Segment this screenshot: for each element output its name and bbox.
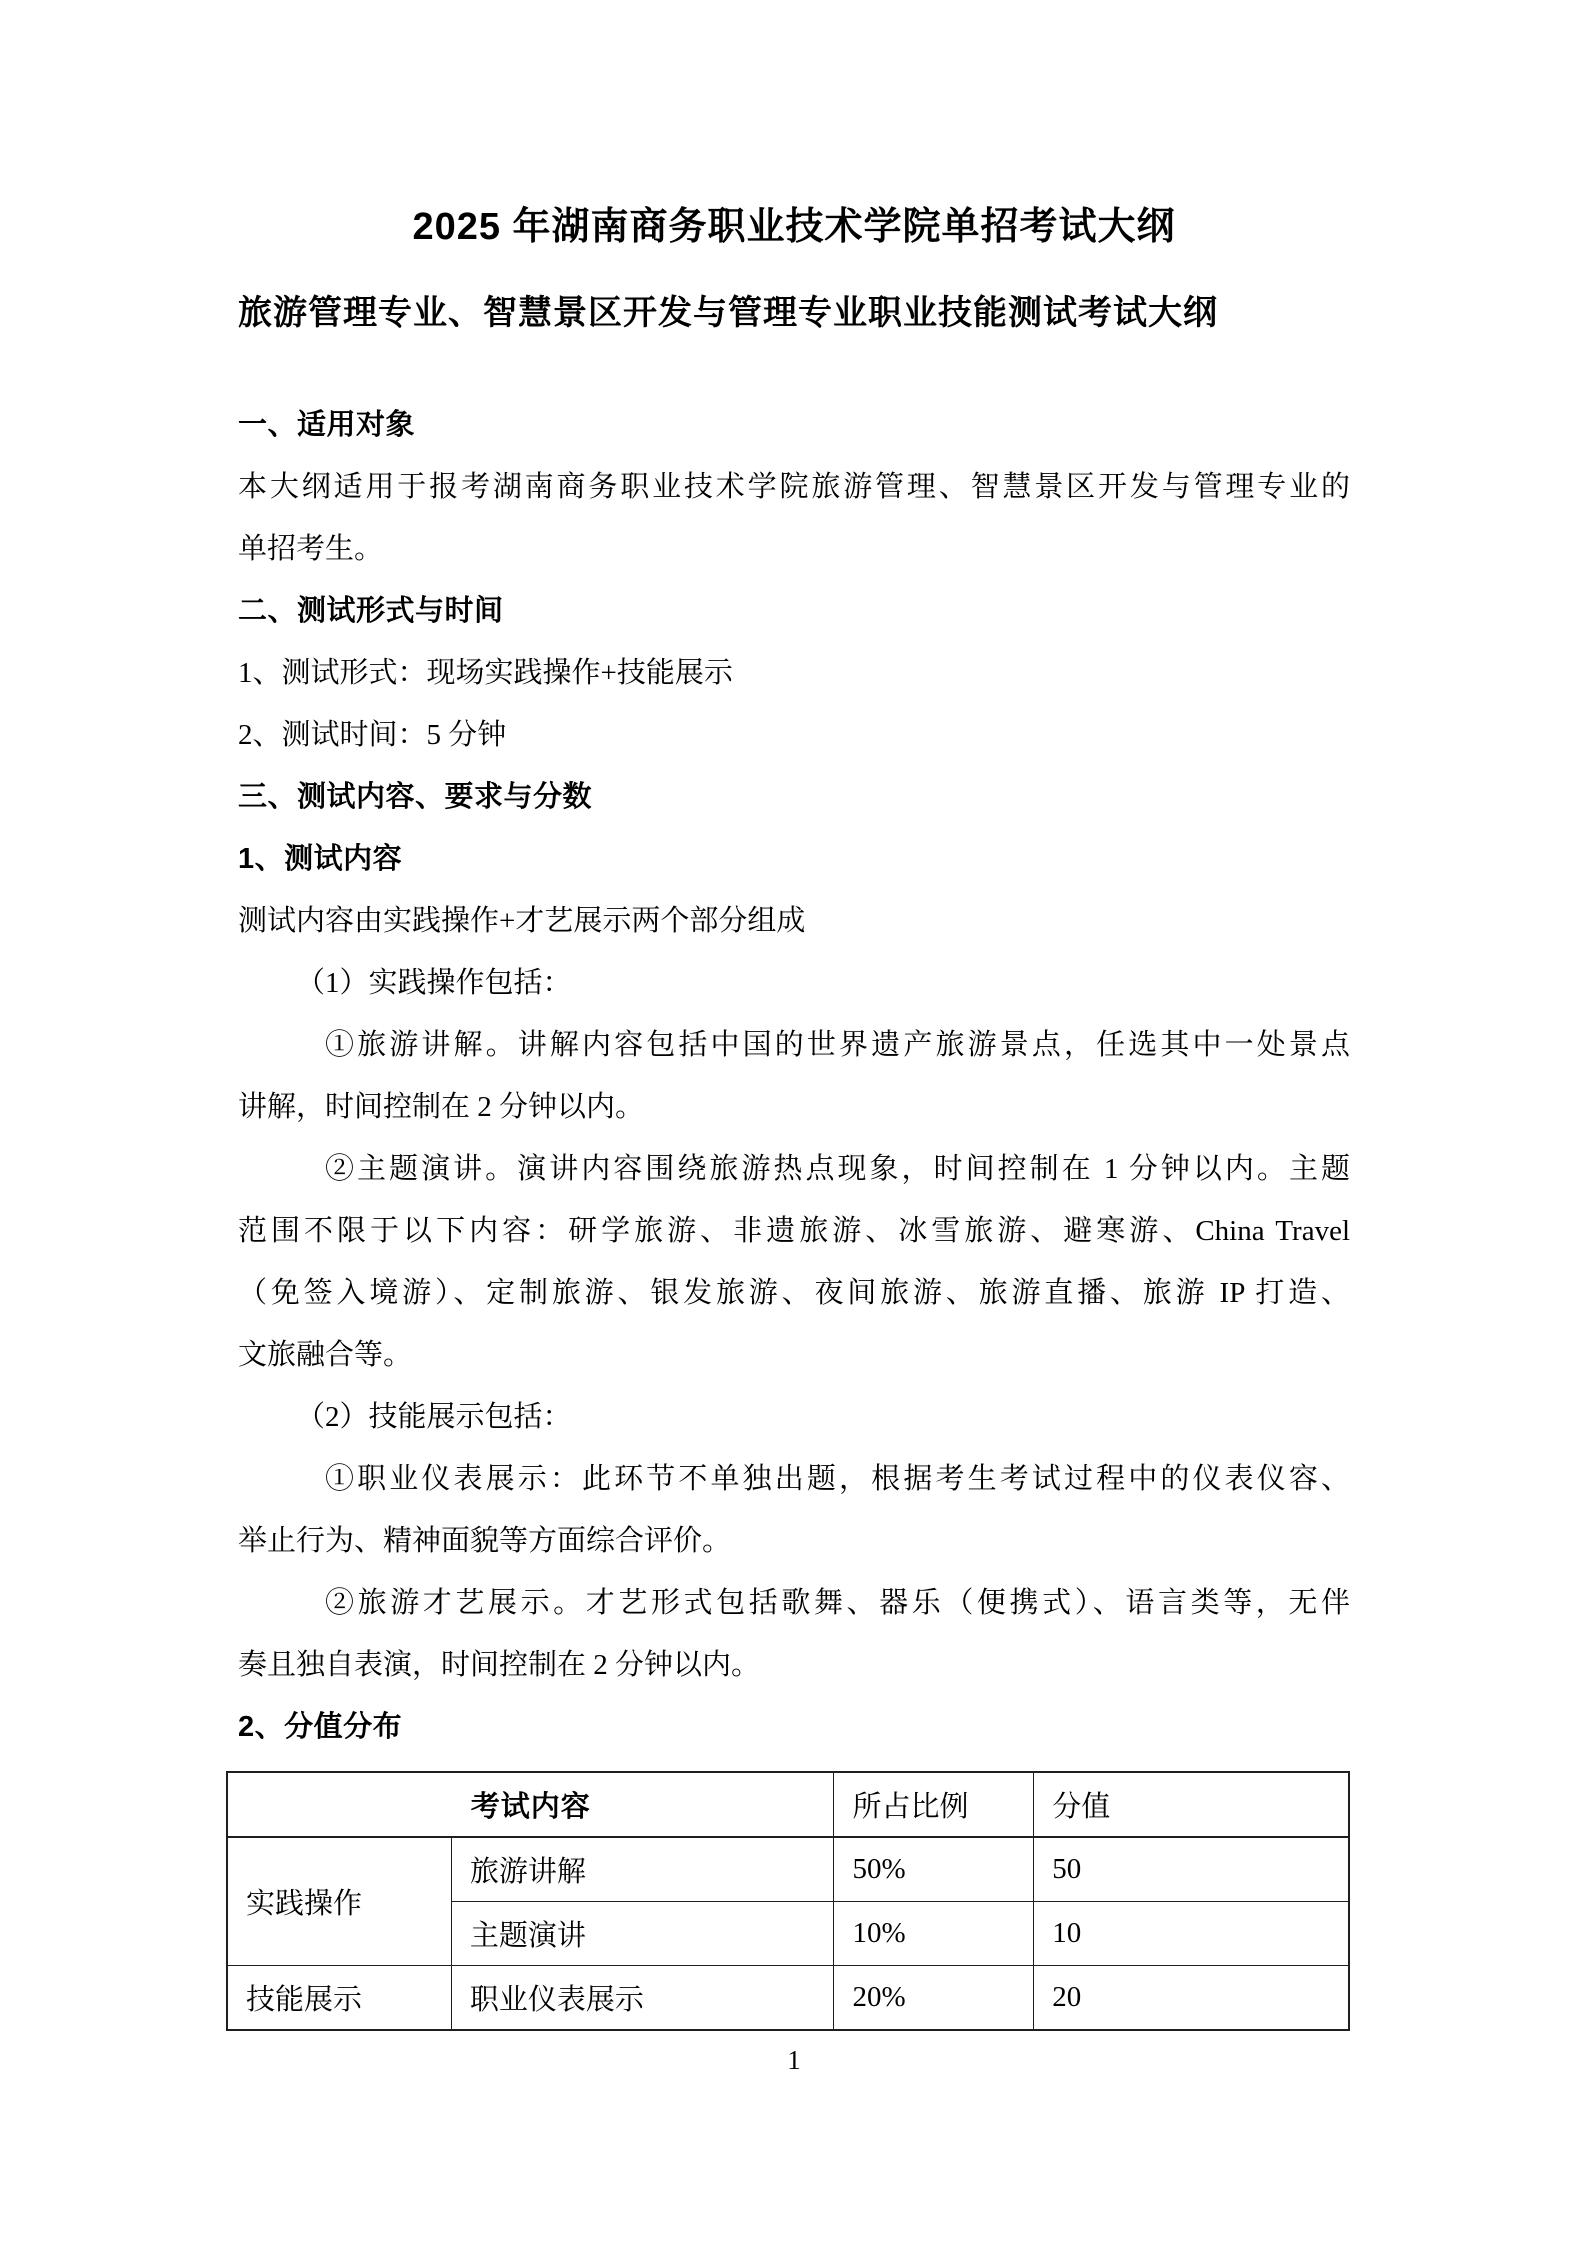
- table-cell-score: 50: [1034, 1837, 1349, 1902]
- document-body: [238, 394, 1350, 1758]
- paragraph-line: 讲解，时间控制在 2 分钟以内。: [238, 1091, 645, 1123]
- section-heading: 一、适用对象: [238, 409, 416, 441]
- table-cell-score: 20: [1034, 1966, 1349, 2031]
- page-number: 1: [787, 2045, 801, 2075]
- section-heading: 1、测试内容: [238, 843, 403, 875]
- table-cell-ratio: 10%: [834, 1902, 1034, 1966]
- paragraph-line: ②旅游才艺展示。才艺形式包括歌舞、器乐（便携式）、语言类等，无伴: [325, 1587, 1350, 1619]
- paragraph-line: 文旅融合等。: [238, 1339, 413, 1371]
- paragraph-line: 2、测试时间：5 分钟: [238, 719, 507, 751]
- table-cell-item: 职业仪表展示: [451, 1966, 834, 2031]
- paragraph-line: ①旅游讲解。讲解内容包括中国的世界遗产旅游景点，任选其中一处景点: [325, 1029, 1350, 1061]
- table-header-exam-content: 考试内容: [227, 1772, 834, 1837]
- table-cell-ratio: 50%: [834, 1837, 1034, 1902]
- section-heading: 二、测试形式与时间: [238, 595, 504, 627]
- table-header-ratio: 所占比例: [834, 1772, 1034, 1837]
- document-title: 2025 年湖南商务职业技术学院单招考试大纲: [412, 206, 1176, 248]
- paragraph-line: 单招考生。: [238, 533, 384, 565]
- section-heading: 2、分值分布: [238, 1711, 403, 1743]
- table-cell-ratio: 20%: [834, 1966, 1034, 2031]
- table-cell-item: 主题演讲: [451, 1902, 834, 1966]
- table-header-score: 分值: [1034, 1772, 1349, 1837]
- paragraph-line: 本大纲适用于报考湖南商务职业技术学院旅游管理、智慧景区开发与管理专业的: [238, 471, 1350, 503]
- table-cell-category: 技能展示: [227, 1966, 451, 2031]
- table-header-row: [227, 1772, 1349, 1837]
- paragraph-line: 测试内容由实践操作+才艺展示两个部分组成: [238, 905, 806, 937]
- paragraph-line: （免签入境游）、定制旅游、银发旅游、夜间旅游、旅游直播、旅游 IP 打造、: [238, 1277, 1350, 1309]
- paragraph-line: 1、测试形式：现场实践操作+技能展示: [238, 657, 733, 689]
- paragraph-line: 范围不限于以下内容：研学旅游、非遗旅游、冰雪旅游、避寒游、China Travel: [238, 1215, 1350, 1247]
- document-subtitle: 旅游管理专业、智慧景区开发与管理专业职业技能测试考试大纲: [238, 294, 1218, 332]
- table-cell-category: 实践操作: [227, 1837, 451, 1966]
- paragraph-line: ①职业仪表展示：此环节不单独出题，根据考生考试过程中的仪表仪容、: [325, 1463, 1350, 1495]
- paragraph-line: 举止行为、精神面貌等方面综合评价。: [238, 1525, 732, 1557]
- table-cell-score: 10: [1034, 1902, 1349, 1966]
- paragraph-line: ②主题演讲。演讲内容围绕旅游热点现象，时间控制在 1 分钟以内。主题: [325, 1153, 1350, 1185]
- section-heading: 三、测试内容、要求与分数: [238, 781, 593, 813]
- table-row: [227, 1966, 1349, 2031]
- paragraph-line: （1）实践操作包括：: [296, 967, 572, 999]
- paragraph-line: （2）技能展示包括：: [296, 1401, 572, 1433]
- table-row: [227, 1837, 1349, 1902]
- paragraph-line: 奏且独自表演，时间控制在 2 分钟以内。: [238, 1649, 761, 1681]
- score-table: [226, 1771, 1350, 2031]
- table-cell-item: 旅游讲解: [451, 1837, 834, 1902]
